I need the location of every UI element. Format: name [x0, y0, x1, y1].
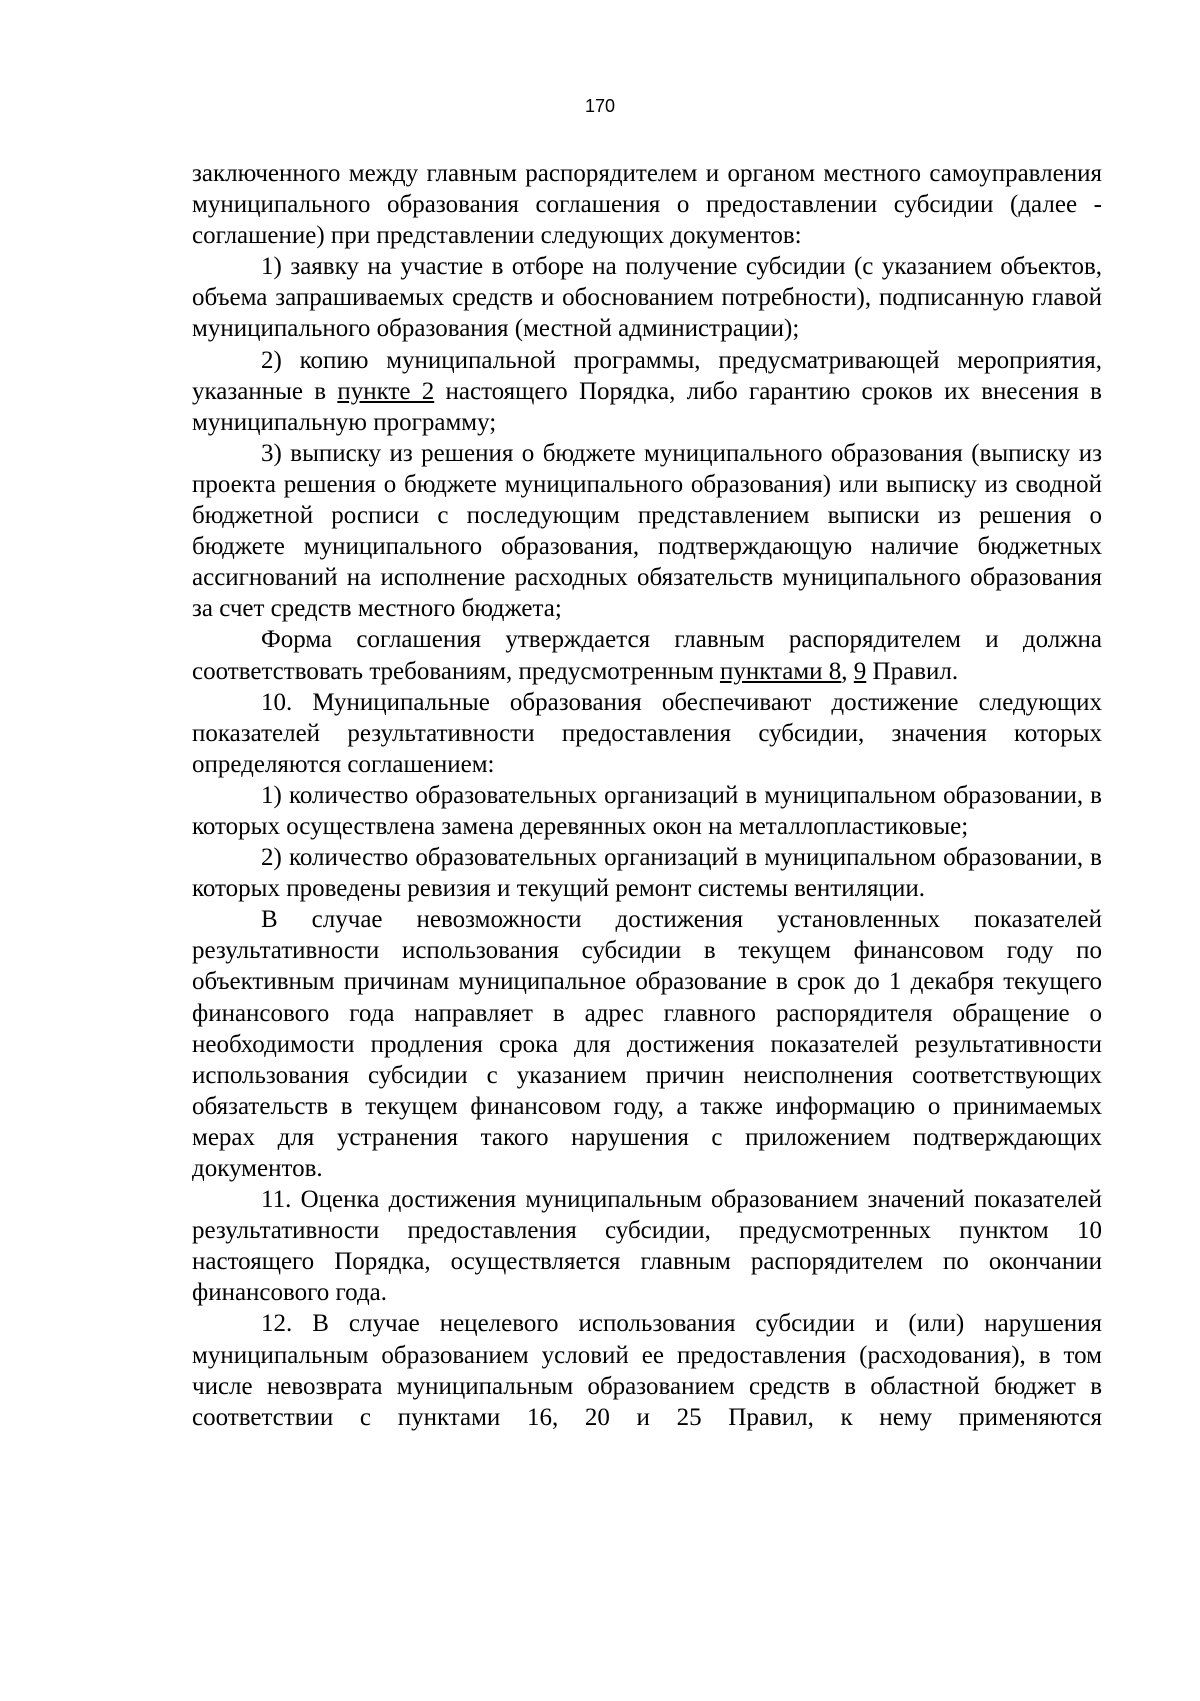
document-body	[192, 158, 1102, 1433]
paragraph-agreement-intro: заключенного между главным распорядителем и органом местного самоуправления муниципального образования соглашения о предоставлении субсидии (далее - соглашение) при представлении следующих документов:	[192, 160, 1102, 250]
paragraph-text: Форма соглашения утверждается главным распорядителем и должна соответствовать требованиям, предусмотренным	[192, 626, 1102, 685]
paragraph-impossibility-case: В случае невозможности достижения установленных показателей результативности использования субсидии в текущем финансовом году по объективным причинам муниципальное образование в срок до 1 декабря текущего финансового года направляет в адрес главного распорядителя обращение о необходимости продления срока для достижения показателей результативности использования субсидии с указанием причин неисполнения соответствующих обязательств в текущем финансовом году, а также информацию о принимаемых мерах для устранения такого нарушения с приложением подтверждающих документов.	[192, 906, 1102, 1182]
paragraph-clause-11: 11. Оценка достижения муниципальным образованием значений показателей результативности предоставления субсидии, предусмотренных пунктом 10 настоящего Порядка, осуществляется главным распорядителем по окончании финансового года.	[192, 1186, 1102, 1307]
clause-2-link[interactable]: пункте 2	[337, 377, 435, 405]
paragraph-clause-12: 12. В случае нецелевого использования субсидии и (или) нарушения муниципальным образованием условий ее предоставления (расходования), в том числе невозврата муниципальным образованием средств в областной бюджет в соответствии с пунктами 16, 20 и 25 Правил, к нему применяются	[192, 1310, 1102, 1431]
clause-9-link[interactable]: 9	[853, 657, 867, 685]
paragraph-text: ,	[841, 657, 854, 685]
paragraph-agreement-form	[192, 624, 1102, 686]
paragraph-item-budget-extract: 3) выписку из решения о бюджете муниципального образования (выписку из проекта решения о бюджете муниципального образования) или выписку из сводной бюджетной росписи с последующим представлением выписки из решения о бюджете муниципального образования, подтверждающую наличие бюджетных ассигнований на исполнение расходных обязательств муниципального образования за счет средств местного бюджета;	[192, 439, 1102, 623]
paragraph-text: 2) копию муниципальной программы, предусматривающей мероприятия, указанные в	[192, 346, 1102, 405]
paragraph-indicator-ventilation: 2) количество образовательных организаций в муниципальном образовании, в которых проведены ревизия и текущий ремонт системы вентиляции.	[192, 844, 1102, 903]
clauses-8-link[interactable]: пунктами 8	[719, 657, 842, 685]
paragraph-text: Правил.	[866, 657, 959, 685]
paragraph-item-program-copy	[192, 345, 1102, 438]
page-number: 170	[584, 96, 616, 116]
paragraph-text: настоящего Порядка, либо гарантию сроков их внесения в муниципальную программу;	[192, 377, 1102, 436]
paragraph-indicator-windows: 1) количество образовательных организаций в муниципальном образовании, в которых осуществлена замена деревянных окон на металлопластиковые;	[192, 781, 1102, 840]
paragraph-clause-10: 10. Муниципальные образования обеспечивают достижение следующих показателей результативности предоставления субсидии, значения которых определяются соглашением:	[192, 688, 1102, 778]
paragraph-item-application: 1) заявку на участие в отборе на получение субсидии (с указанием объектов, объема запрашиваемых средств и обоснованием потребности), подписанную главой муниципального образования (местной администрации);	[192, 253, 1102, 343]
